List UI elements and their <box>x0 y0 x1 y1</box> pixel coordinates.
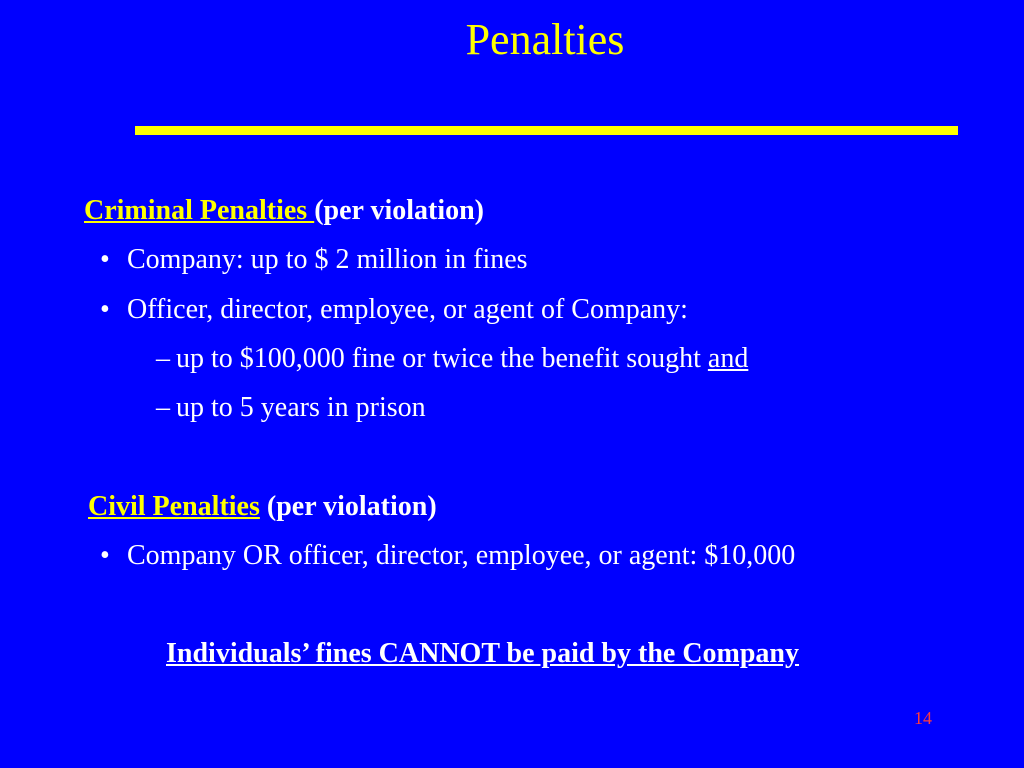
bullet-dot: • <box>100 244 110 275</box>
subbullet-text: up to $100,000 fine or twice the benefit sought <box>176 343 708 374</box>
individuals-fines-note: Individuals’ fines CANNOT be paid by the Company <box>166 638 800 669</box>
criminal-subbullet-fine <box>156 342 748 376</box>
criminal-subbullet-prison <box>156 391 426 425</box>
subbullet-text: up to 5 years in prison <box>176 392 426 423</box>
dash-marker: – <box>156 343 170 374</box>
page-number: 14 <box>914 708 932 728</box>
criminal-penalties-heading <box>84 194 484 228</box>
criminal-bullet-company <box>100 243 528 277</box>
criminal-bullet-officer <box>100 293 688 327</box>
subbullet-emphasis: and <box>707 343 749 374</box>
bullet-dot: • <box>100 540 110 571</box>
criminal-penalties-suffix: (per violation) <box>314 195 485 226</box>
civil-penalties-suffix: (per violation) <box>259 491 437 522</box>
civil-penalties-label: Civil Penalties <box>88 491 260 522</box>
dash-marker: – <box>156 392 170 423</box>
bullet-text: Officer, director, employee, or agent of Company: <box>127 294 688 325</box>
criminal-penalties-label: Criminal Penalties <box>84 195 315 226</box>
title-underline-rule <box>135 126 958 135</box>
civil-bullet-company <box>100 539 795 573</box>
bullet-text: Company: up to $ 2 million in fines <box>127 244 528 275</box>
bullet-dot: • <box>100 294 110 325</box>
slide-title: Penalties <box>465 15 625 64</box>
bullet-text: Company OR officer, director, employee, or agent: $10,000 <box>127 540 796 571</box>
civil-penalties-heading <box>88 490 437 524</box>
